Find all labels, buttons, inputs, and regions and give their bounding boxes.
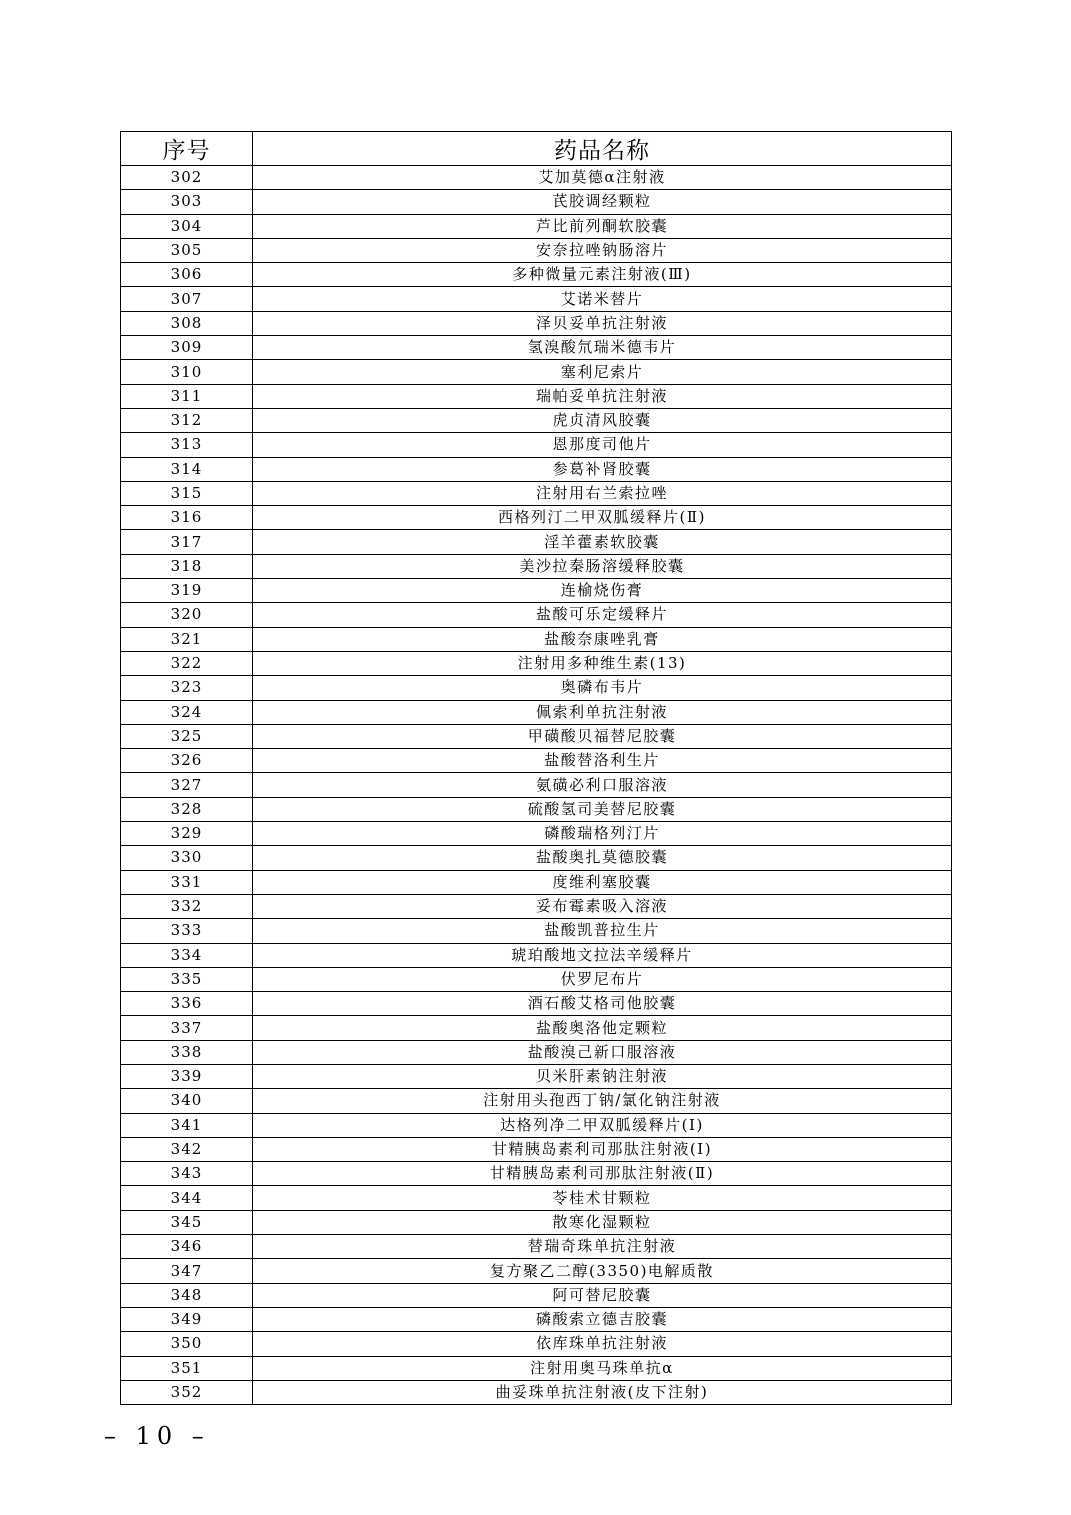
drug-name-cell: 复方聚乙二醇(3350)电解质散: [253, 1259, 952, 1283]
table-row: [121, 603, 952, 627]
row-number-cell: 302: [121, 166, 253, 190]
drug-name-cell: 瑞帕妥单抗注射液: [253, 384, 952, 408]
drug-name-cell: 依库珠单抗注射液: [253, 1332, 952, 1356]
row-number-cell: 325: [121, 724, 253, 748]
table-row: [121, 1064, 952, 1088]
drug-list-table: [120, 131, 952, 1405]
drug-name-cell: 达格列净二甲双胍缓释片(I): [253, 1113, 952, 1137]
table-row: [121, 749, 952, 773]
drug-name-cell: 美沙拉秦肠溶缓释胶囊: [253, 554, 952, 578]
table-row: [121, 870, 952, 894]
drug-name-cell: 塞利尼索片: [253, 360, 952, 384]
row-number-cell: 305: [121, 238, 253, 262]
row-number-cell: 344: [121, 1186, 253, 1210]
row-number-cell: 352: [121, 1380, 253, 1404]
drug-name-cell: 芪胶调经颗粒: [253, 190, 952, 214]
table-row: [121, 992, 952, 1016]
row-number-cell: 316: [121, 506, 253, 530]
row-number-cell: 340: [121, 1089, 253, 1113]
row-number-cell: 308: [121, 311, 253, 335]
table-row: [121, 166, 952, 190]
drug-name-cell: 泽贝妥单抗注射液: [253, 311, 952, 335]
drug-name-cell: 散寒化湿颗粒: [253, 1210, 952, 1234]
row-number-cell: 329: [121, 822, 253, 846]
drug-name-cell: 磷酸瑞格列汀片: [253, 822, 952, 846]
row-number-cell: 328: [121, 797, 253, 821]
drug-name-cell: 硫酸氢司美替尼胶囊: [253, 797, 952, 821]
row-number-cell: 348: [121, 1283, 253, 1307]
table-row: [121, 384, 952, 408]
drug-name-cell: 艾加莫德α注射液: [253, 166, 952, 190]
table-row: [121, 506, 952, 530]
table-row: [121, 967, 952, 991]
drug-name-cell: 虎贞清风胶囊: [253, 408, 952, 432]
table-row: [121, 1162, 952, 1186]
table-row: [121, 287, 952, 311]
table-row: [121, 530, 952, 554]
row-number-cell: 306: [121, 263, 253, 287]
table-row: [121, 846, 952, 870]
table-row: [121, 311, 952, 335]
drug-name-cell: 琥珀酸地文拉法辛缓释片: [253, 943, 952, 967]
row-number-cell: 311: [121, 384, 253, 408]
table-row: [121, 481, 952, 505]
row-number-cell: 313: [121, 433, 253, 457]
drug-name-cell: 甘精胰岛素利司那肽注射液(Ⅱ): [253, 1162, 952, 1186]
table-row: [121, 554, 952, 578]
drug-name-cell: 艾诺米替片: [253, 287, 952, 311]
row-number-cell: 317: [121, 530, 253, 554]
row-number-cell: 332: [121, 894, 253, 918]
table-row: [121, 1259, 952, 1283]
table-header-row: [121, 132, 952, 166]
table-body: [121, 166, 952, 1405]
row-number-cell: 319: [121, 579, 253, 603]
row-number-cell: 304: [121, 214, 253, 238]
row-number-cell: 310: [121, 360, 253, 384]
row-number-cell: 315: [121, 481, 253, 505]
table-row: [121, 360, 952, 384]
row-number-cell: 321: [121, 627, 253, 651]
drug-name-cell: 磷酸索立德吉胶囊: [253, 1307, 952, 1331]
row-number-cell: 303: [121, 190, 253, 214]
table-row: [121, 1380, 952, 1404]
drug-name-cell: 奥磷布韦片: [253, 676, 952, 700]
table-row: [121, 627, 952, 651]
table-row: [121, 773, 952, 797]
row-number-cell: 351: [121, 1356, 253, 1380]
drug-name-cell: 芦比前列酮软胶囊: [253, 214, 952, 238]
drug-name-cell: 注射用右兰索拉唑: [253, 481, 952, 505]
row-number-cell: 342: [121, 1137, 253, 1161]
row-number-cell: 309: [121, 336, 253, 360]
drug-name-cell: 氨磺必利口服溶液: [253, 773, 952, 797]
table-row: [121, 724, 952, 748]
column-header-number: 序号: [121, 132, 253, 166]
table-row: [121, 579, 952, 603]
table-row: [121, 457, 952, 481]
drug-name-cell: 氢溴酸氘瑞米德韦片: [253, 336, 952, 360]
drug-name-cell: 度维利塞胶囊: [253, 870, 952, 894]
row-number-cell: 337: [121, 1016, 253, 1040]
row-number-cell: 322: [121, 651, 253, 675]
page-number: – 10 –: [104, 1422, 210, 1450]
table-row: [121, 1235, 952, 1259]
table-row: [121, 651, 952, 675]
table-row: [121, 408, 952, 432]
drug-name-cell: 注射用多种维生素(13): [253, 651, 952, 675]
row-number-cell: 338: [121, 1040, 253, 1064]
row-number-cell: 333: [121, 919, 253, 943]
drug-name-cell: 西格列汀二甲双胍缓释片(Ⅱ): [253, 506, 952, 530]
table-row: [121, 433, 952, 457]
row-number-cell: 343: [121, 1162, 253, 1186]
table-row: [121, 1210, 952, 1234]
row-number-cell: 307: [121, 287, 253, 311]
table-row: [121, 1186, 952, 1210]
drug-name-cell: 参葛补肾胶囊: [253, 457, 952, 481]
drug-name-cell: 连榆烧伤膏: [253, 579, 952, 603]
row-number-cell: 334: [121, 943, 253, 967]
table-row: [121, 1332, 952, 1356]
table-row: [121, 1113, 952, 1137]
drug-name-cell: 盐酸替洛利生片: [253, 749, 952, 773]
table-row: [121, 1016, 952, 1040]
drug-name-cell: 苓桂术甘颗粒: [253, 1186, 952, 1210]
drug-name-cell: 伏罗尼布片: [253, 967, 952, 991]
drug-name-cell: 盐酸奥扎莫德胶囊: [253, 846, 952, 870]
row-number-cell: 345: [121, 1210, 253, 1234]
drug-name-cell: 妥布霉素吸入溶液: [253, 894, 952, 918]
row-number-cell: 327: [121, 773, 253, 797]
drug-name-cell: 淫羊藿素软胶囊: [253, 530, 952, 554]
row-number-cell: 346: [121, 1235, 253, 1259]
row-number-cell: 349: [121, 1307, 253, 1331]
table-row: [121, 919, 952, 943]
table-row: [121, 238, 952, 262]
table-row: [121, 214, 952, 238]
table-row: [121, 822, 952, 846]
row-number-cell: 347: [121, 1259, 253, 1283]
drug-name-cell: 曲妥珠单抗注射液(皮下注射): [253, 1380, 952, 1404]
row-number-cell: 341: [121, 1113, 253, 1137]
row-number-cell: 324: [121, 700, 253, 724]
table-row: [121, 1089, 952, 1113]
row-number-cell: 318: [121, 554, 253, 578]
drug-name-cell: 注射用头孢西丁钠/氯化钠注射液: [253, 1089, 952, 1113]
row-number-cell: 314: [121, 457, 253, 481]
table-row: [121, 797, 952, 821]
drug-name-cell: 盐酸奈康唑乳膏: [253, 627, 952, 651]
table-row: [121, 1137, 952, 1161]
drug-name-cell: 盐酸可乐定缓释片: [253, 603, 952, 627]
table-row: [121, 263, 952, 287]
row-number-cell: 330: [121, 846, 253, 870]
table-row: [121, 700, 952, 724]
drug-name-cell: 注射用奥马珠单抗α: [253, 1356, 952, 1380]
drug-name-cell: 恩那度司他片: [253, 433, 952, 457]
row-number-cell: 320: [121, 603, 253, 627]
row-number-cell: 336: [121, 992, 253, 1016]
table-row: [121, 943, 952, 967]
table-row: [121, 676, 952, 700]
drug-name-cell: 盐酸凯普拉生片: [253, 919, 952, 943]
drug-name-cell: 盐酸溴己新口服溶液: [253, 1040, 952, 1064]
table-row: [121, 1307, 952, 1331]
drug-name-cell: 贝米肝素钠注射液: [253, 1064, 952, 1088]
drug-name-cell: 佩索利单抗注射液: [253, 700, 952, 724]
table-row: [121, 1356, 952, 1380]
table-row: [121, 190, 952, 214]
row-number-cell: 326: [121, 749, 253, 773]
row-number-cell: 331: [121, 870, 253, 894]
table-row: [121, 894, 952, 918]
row-number-cell: 335: [121, 967, 253, 991]
column-header-name: 药品名称: [253, 132, 952, 166]
row-number-cell: 312: [121, 408, 253, 432]
table-row: [121, 1040, 952, 1064]
table-row: [121, 336, 952, 360]
drug-name-cell: 多种微量元素注射液(Ⅲ): [253, 263, 952, 287]
drug-name-cell: 替瑞奇珠单抗注射液: [253, 1235, 952, 1259]
row-number-cell: 323: [121, 676, 253, 700]
drug-name-cell: 盐酸奥洛他定颗粒: [253, 1016, 952, 1040]
drug-name-cell: 安奈拉唑钠肠溶片: [253, 238, 952, 262]
row-number-cell: 350: [121, 1332, 253, 1356]
drug-name-cell: 酒石酸艾格司他胶囊: [253, 992, 952, 1016]
table-row: [121, 1283, 952, 1307]
drug-name-cell: 阿可替尼胶囊: [253, 1283, 952, 1307]
drug-name-cell: 甘精胰岛素利司那肽注射液(Ⅰ): [253, 1137, 952, 1161]
drug-name-cell: 甲磺酸贝福替尼胶囊: [253, 724, 952, 748]
row-number-cell: 339: [121, 1064, 253, 1088]
